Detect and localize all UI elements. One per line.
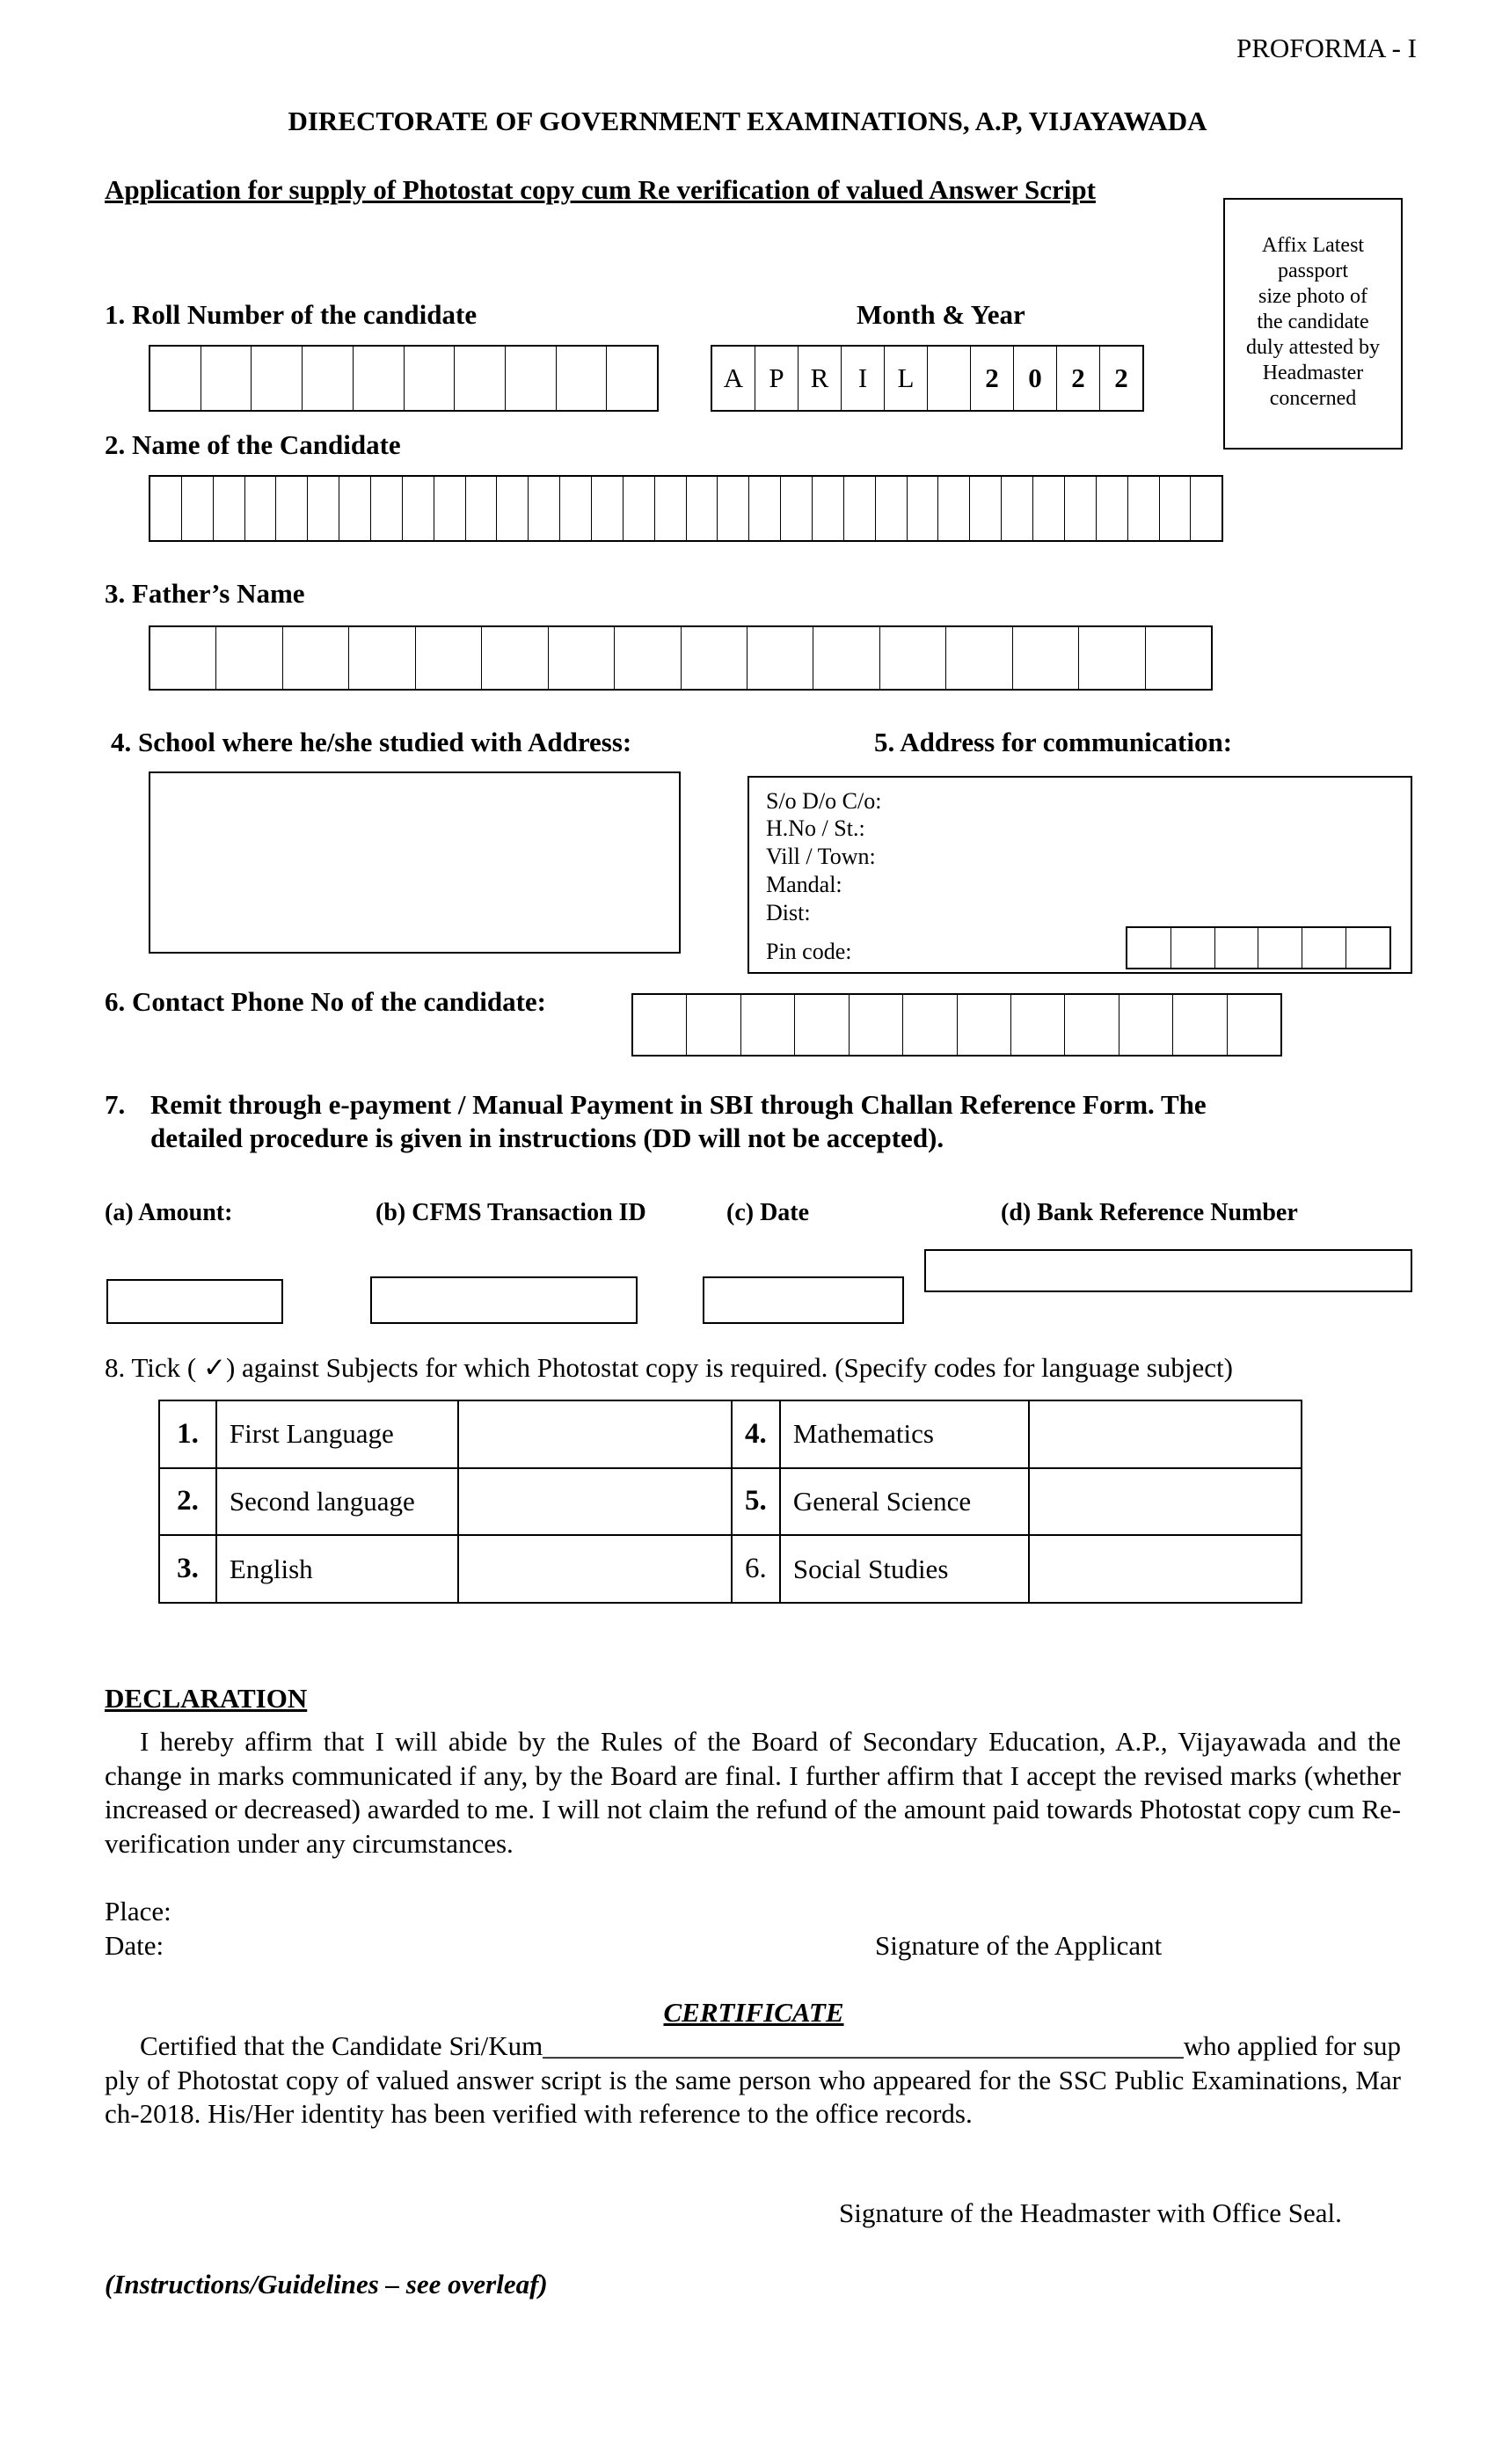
headmaster-signature: Signature of the Headmaster with Office Seal. [839,2197,1342,2228]
char-box[interactable] [880,627,946,689]
subject-tick-cell[interactable] [1029,1535,1302,1603]
subject-name: General Science [780,1468,1029,1536]
photo-text: the candidate [1257,311,1369,333]
cfms-label: (b) CFMS Transaction ID [376,1199,646,1226]
char-box[interactable] [252,347,303,410]
char-box[interactable] [482,627,548,689]
month-year-cell: 2 [971,347,1014,410]
subject-number: 5. [732,1468,780,1536]
declaration-text: I hereby affirm that I will abide by the Rules of the Board of Secondary Education, A.P., Vijayawada and the change in marks communicated if any, by the Board are final. I further affirm that I accept the revised marks (whether increased or decreased) awarded to me. I will not claim the refund of the amount paid towards Photostat copy cum Re-verification under any circumstances. [105,1726,1401,1859]
char-box[interactable] [214,477,245,540]
char-box[interactable] [182,477,214,540]
char-box[interactable] [434,477,466,540]
char-box[interactable] [1079,627,1145,689]
char-box[interactable] [1011,995,1065,1055]
char-box[interactable] [529,477,560,540]
char-box[interactable] [682,627,748,689]
subject-name: English [216,1535,458,1603]
char-box[interactable] [958,995,1011,1055]
roll-number-label: 1. Roll Number of the candidate [105,299,478,330]
char-box[interactable] [416,627,482,689]
char-box[interactable] [1128,477,1160,540]
subject-name: Second language [216,1468,458,1536]
payment-line-1: Remit through e-payment / Manual Payment in SBI through Challan Reference Form. The [150,1089,1207,1120]
applicant-signature: Signature of the Applicant [875,1930,1163,1961]
phone-boxes[interactable] [631,993,1282,1057]
char-box[interactable] [1065,477,1097,540]
amount-input[interactable] [106,1279,283,1324]
table-row [159,1400,1302,1468]
char-box[interactable] [150,627,216,689]
certificate-heading: CERTIFICATE [663,1997,844,2028]
char-box[interactable] [813,477,844,540]
char-box[interactable] [506,347,557,410]
char-box[interactable] [303,347,354,410]
date-field-label: Date: [105,1930,164,1961]
char-box[interactable] [607,347,657,410]
char-box[interactable] [216,627,282,689]
name-boxes[interactable] [149,475,1223,542]
char-box[interactable] [466,477,498,540]
subject-number: 4. [732,1400,780,1468]
form-subtitle: Application for supply of Photostat copy cum Re verification of valued Answer Script [105,174,1096,205]
father-name-boxes[interactable] [149,625,1213,691]
char-box[interactable] [687,477,718,540]
char-box[interactable] [1171,928,1215,968]
roll-number-boxes[interactable] [149,345,659,412]
char-box[interactable] [813,627,879,689]
address-line-pincode: Pin code: [766,939,852,964]
payment-line-2: detailed procedure is given in instructions (DD will not be accepted). [150,1122,944,1153]
char-box[interactable] [908,477,939,540]
school-address-box[interactable] [149,771,681,954]
char-box[interactable] [844,477,876,540]
subject-number: 1. [159,1400,216,1468]
place-label: Place: [105,1896,171,1927]
subject-number: 3. [159,1535,216,1603]
payment-number: 7. [105,1089,126,1120]
char-box[interactable] [781,477,813,540]
address-line-district: Dist: [766,900,811,925]
char-box[interactable] [1065,995,1119,1055]
char-box[interactable] [970,477,1002,540]
char-box[interactable] [1215,928,1259,968]
amount-label: (a) Amount: [105,1199,233,1226]
char-box[interactable] [615,627,681,689]
certificate-text: Certified that the Candidate Sri/Kum_______________________________________________who applied for supply of Photostat copy of valued answer script is the same person who appeared for the SSC Public Examinations, March-2018. His/Her identity has been verified with reference to the office records. [105,2030,1401,2129]
char-box[interactable] [749,477,781,540]
char-box[interactable] [718,477,749,540]
char-box[interactable] [1258,928,1302,968]
subject-tick-cell[interactable] [458,1535,732,1603]
char-box[interactable] [1127,928,1171,968]
char-box[interactable] [1160,477,1192,540]
date-input[interactable] [703,1276,904,1324]
photo-text: size photo of [1258,285,1367,308]
subject-name: Mathematics [780,1400,1029,1468]
month-year-label: Month & Year [857,299,1025,330]
char-box[interactable] [795,995,849,1055]
address-line-house: H.No / St.: [766,815,865,841]
char-box[interactable] [245,477,277,540]
char-box[interactable] [1173,995,1227,1055]
subject-name: First Language [216,1400,458,1468]
pincode-boxes[interactable] [1126,926,1391,969]
month-year-cell: A [712,347,755,410]
char-box[interactable] [455,347,506,410]
month-year-cell: 2 [1057,347,1100,410]
declaration-heading: DECLARATION [105,1683,308,1714]
char-box[interactable] [850,995,903,1055]
phone-label: 6. Contact Phone No of the candidate: [105,986,546,1017]
char-box[interactable] [1346,928,1389,968]
char-box[interactable] [624,477,655,540]
address-line-village: Vill / Town: [766,844,876,869]
subject-tick-cell[interactable] [1029,1400,1302,1468]
char-box[interactable] [549,627,615,689]
photo-text: concerned [1269,387,1357,410]
char-box[interactable] [1097,477,1128,540]
month-year-cell: P [755,347,799,410]
char-box[interactable] [741,995,795,1055]
char-box[interactable] [1002,477,1033,540]
month-year-cell [928,347,971,410]
char-box[interactable] [308,477,339,540]
month-year-cell: I [842,347,885,410]
school-label: 4. School where he/she studied with Address: [111,727,632,757]
char-box[interactable] [150,347,201,410]
name-label: 2. Name of the Candidate [105,429,401,460]
char-box[interactable] [687,995,740,1055]
char-box[interactable] [903,995,957,1055]
char-box[interactable] [748,627,813,689]
char-box[interactable] [276,477,308,540]
char-box[interactable] [1146,627,1211,689]
char-box[interactable] [876,477,908,540]
photo-text: duly attested by [1246,336,1380,359]
subject-number: 2. [159,1468,216,1536]
subject-tick-cell[interactable] [458,1468,732,1536]
month-year-cell: R [799,347,842,410]
char-box[interactable] [349,627,415,689]
table-row [159,1535,1302,1603]
subjects-table [158,1400,1302,1604]
proforma-label: PROFORMA - I [1236,33,1417,63]
char-box[interactable] [1119,995,1173,1055]
subject-tick-cell[interactable] [458,1400,732,1468]
address-label: 5. Address for communication: [874,727,1233,757]
bank-ref-label: (d) Bank Reference Number [1001,1199,1298,1226]
char-box[interactable] [592,477,624,540]
char-box[interactable] [946,627,1012,689]
date-label: (c) Date [726,1199,810,1226]
subject-name: Social Studies [780,1535,1029,1603]
char-box[interactable] [655,477,687,540]
father-name-label: 3. Father’s Name [105,578,305,609]
char-box[interactable] [354,347,405,410]
address-line-mandal: Mandal: [766,872,842,897]
month-year-cell: 2 [1114,362,1128,393]
month-year-boxes [711,345,1144,412]
char-box[interactable] [201,347,252,410]
subject-number: 6. [732,1535,780,1603]
subjects-instruction: 8. Tick ( ✓) against Subjects for which Photostat copy is required. (Specify codes for language subject) [105,1352,1233,1383]
month-year-cell: 0 [1014,347,1057,410]
photo-box [1223,198,1403,450]
char-box[interactable] [560,477,592,540]
page-title: DIRECTORATE OF GOVERNMENT EXAMINATIONS, A.P, VIJAYAWADA [288,106,1207,136]
instructions-note: (Instructions/Guidelines – see overleaf) [105,2269,548,2299]
char-box[interactable] [1228,995,1280,1055]
subject-tick-cell[interactable] [1029,1468,1302,1536]
char-box[interactable] [633,995,687,1055]
char-box[interactable] [1302,928,1346,968]
table-row [159,1468,1302,1536]
char-box[interactable] [1033,477,1065,540]
photo-text: passport [1278,260,1348,282]
char-box[interactable] [1013,627,1079,689]
cfms-input[interactable] [370,1276,638,1324]
char-box[interactable] [405,347,456,410]
char-box[interactable] [339,477,371,540]
char-box[interactable] [371,477,403,540]
char-box[interactable] [403,477,434,540]
char-box[interactable] [497,477,529,540]
bank-ref-input[interactable] [924,1249,1412,1292]
photo-text: Affix Latest [1261,234,1365,257]
char-box[interactable] [283,627,349,689]
char-box[interactable] [150,477,182,540]
char-box[interactable] [1191,477,1222,540]
char-box[interactable] [938,477,970,540]
address-line-care-of: S/o D/o C/o: [766,788,882,814]
char-box[interactable] [557,347,608,410]
photo-text: Headmaster [1262,362,1364,384]
month-year-cell: L [885,347,928,410]
